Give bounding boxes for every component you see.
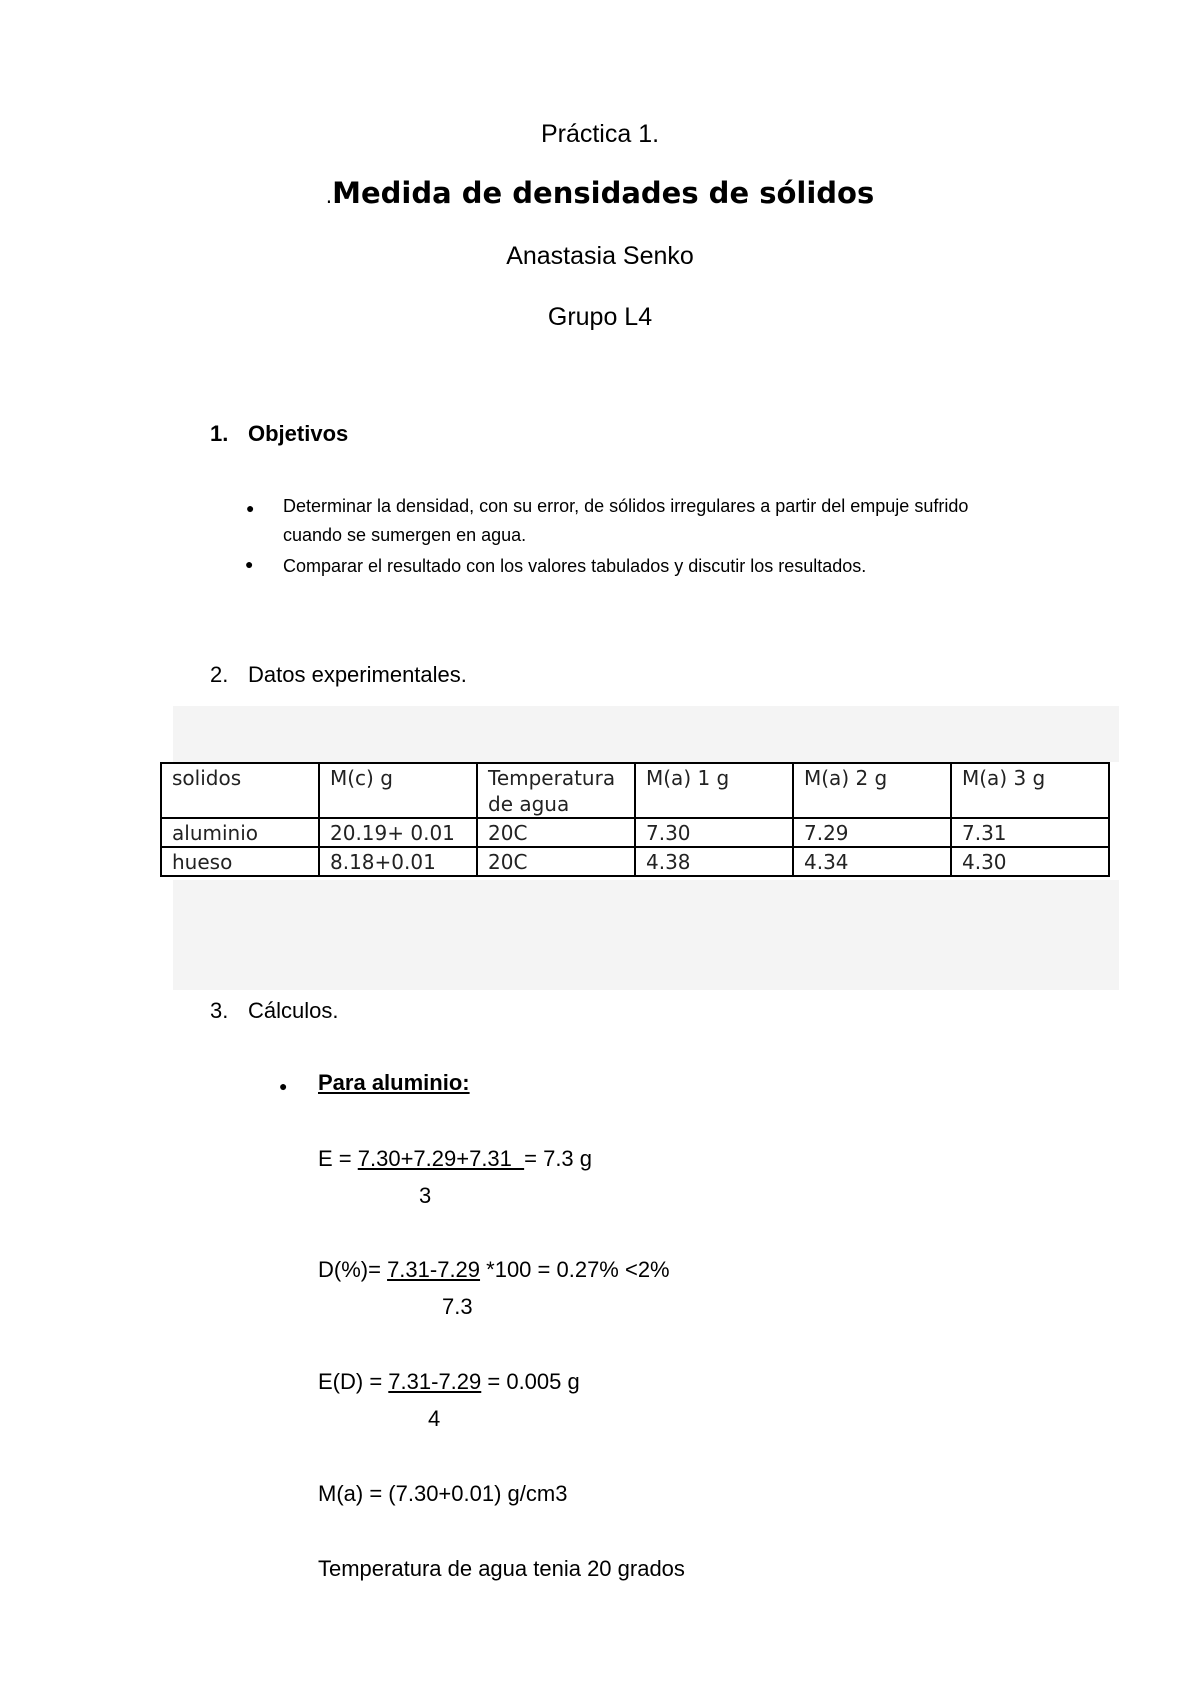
error-denominator: 4	[428, 1406, 441, 1431]
dispersion-prefix: D(%)=	[318, 1257, 388, 1282]
table-cell: 20C	[477, 818, 635, 847]
mean-result: = 7.3 g	[524, 1146, 593, 1171]
objective-2: Comparar el resultado con los valores tabulados y discutir los resultados.	[283, 556, 867, 576]
table-header-cell: M(a) 3 g	[951, 763, 1109, 818]
table-cell: 7.31	[951, 818, 1109, 847]
objective-1-line1: Determinar la densidad, con su error, de sólidos irregulares a partir del empuje sufrido	[283, 496, 969, 516]
mean-numerator: 7.30+7.29+7.31	[357, 1146, 525, 1171]
table-cell: 4.34	[793, 847, 951, 876]
bullet-icon: ●	[279, 1078, 288, 1094]
temperature-note: Temperatura de agua tenia 20 grados	[318, 1556, 685, 1581]
mean-denominator: 3	[419, 1183, 432, 1208]
dispersion-result: *100 = 0.27% <2%	[480, 1257, 670, 1282]
section2-title: Datos experimentales.	[248, 662, 467, 687]
table-cell: 7.29	[793, 818, 951, 847]
document-title	[0, 176, 1200, 210]
dispersion-formula	[318, 1257, 670, 1283]
table-header-cell: M(c) g	[319, 763, 477, 818]
table-cell: 8.18+0.01	[319, 847, 477, 876]
section1-title: Objetivos	[248, 421, 349, 446]
table-header-cell: M(a) 1 g	[635, 763, 793, 818]
objective-1-line2: cuando se sumergen en agua.	[283, 525, 527, 545]
error-prefix: E(D) =	[318, 1369, 389, 1394]
table-row	[161, 818, 1109, 847]
table-background-top	[173, 706, 1119, 762]
dispersion-denominator: 7.3	[442, 1294, 473, 1319]
subheading-aluminio: Para aluminio:	[318, 1070, 470, 1095]
table-background-bottom	[173, 880, 1119, 990]
error-numerator: 7.31-7.29	[388, 1369, 482, 1394]
error-formula	[318, 1369, 580, 1395]
title-dot: .	[325, 184, 333, 208]
table-header-cell: Temperatura de agua	[477, 763, 635, 818]
table-header-cell: solidos	[161, 763, 319, 818]
section3-title: Cálculos.	[248, 998, 339, 1023]
table-cell: hueso	[161, 847, 319, 876]
group-label: Grupo L4	[547, 303, 653, 331]
error-result: = 0.005 g	[481, 1369, 580, 1394]
title-text: Medida de densidades de sólidos	[332, 176, 875, 210]
mean-prefix: E =	[318, 1146, 358, 1171]
objective-1	[283, 492, 1103, 550]
section3-number: 3.	[210, 998, 229, 1023]
dispersion-numerator: 7.31-7.29	[387, 1257, 481, 1282]
table-cell: 20.19+ 0.01	[319, 818, 477, 847]
table-cell: 7.30	[635, 818, 793, 847]
bullet-icon: ●	[245, 556, 254, 572]
table-cell: 4.38	[635, 847, 793, 876]
author-name: Anastasia Senko	[506, 242, 694, 270]
experimental-data-table	[160, 762, 1110, 877]
section1-number: 1.	[210, 421, 229, 446]
section2-number: 2.	[210, 662, 229, 687]
table-header-cell: M(a) 2 g	[793, 763, 951, 818]
mass-result: M(a) = (7.30+0.01) g/cm3	[318, 1481, 568, 1506]
table-header-row	[161, 763, 1109, 818]
bullet-icon: ●	[246, 500, 255, 516]
table-cell: 4.30	[951, 847, 1109, 876]
table-cell: aluminio	[161, 818, 319, 847]
mean-formula	[318, 1146, 592, 1172]
table-row	[161, 847, 1109, 876]
practice-label: Práctica 1.	[540, 120, 660, 148]
table-cell: 20C	[477, 847, 635, 876]
